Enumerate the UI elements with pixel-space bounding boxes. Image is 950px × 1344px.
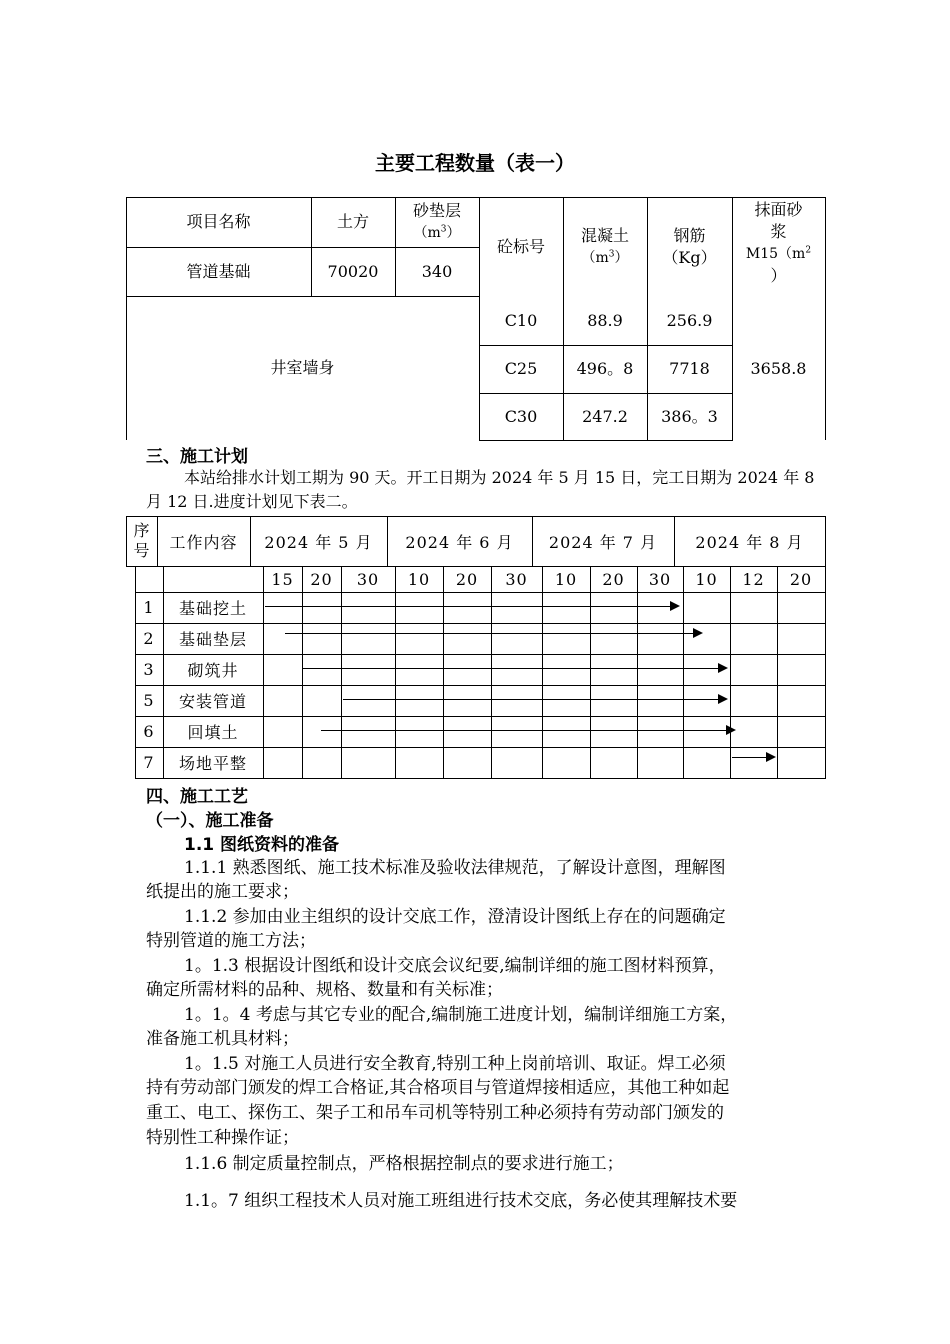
task-name: 场地平整	[178, 754, 247, 773]
task-name: 基础挖土	[178, 599, 247, 618]
paragraph-line: 确定所需材料的品种、规格、数量和有关标准；	[146, 980, 503, 1000]
section4-subheading-prep: （一）、施工准备	[146, 811, 274, 831]
concrete-cell: 88.9	[587, 310, 623, 330]
header-month: 2024 年 8 月	[695, 532, 804, 552]
concrete-cell: 496。8	[576, 359, 634, 378]
header-month: 2024 年 7 月	[548, 532, 658, 552]
section3-paragraph-line1: 本站给排水计划工期为 90 天。开工日期为 2024 年 5 月 15 日，完工日期为 2024 年 8	[184, 468, 815, 487]
day-label: 10	[695, 569, 718, 589]
day-label: 20	[455, 569, 479, 589]
table1-title: 主要工程数量（表一）	[375, 151, 575, 175]
header-month: 2024 年 6 月	[405, 532, 514, 552]
header-concrete-grade: 砼标号	[496, 236, 545, 256]
header-earthwork: 土方	[336, 212, 369, 231]
task-bar-arrow	[732, 757, 774, 758]
row-well-wall-name: 井室墙身	[270, 358, 335, 377]
header-rebar: 钢筋 （Kg）	[662, 225, 717, 267]
header-work-content: 工作内容	[169, 532, 238, 552]
section4-subheading-drawings: 1.1 图纸资料的准备	[184, 835, 340, 855]
task-number: 5	[143, 691, 155, 710]
day-label: 10	[407, 569, 431, 589]
row-pipe-foundation-earthwork: 70020	[327, 261, 379, 281]
paragraph-line: 1.1。7 组织工程技术人员对施工班组进行技术交底，务必使其理解技术要	[184, 1191, 738, 1211]
grade-cell: C25	[504, 359, 538, 378]
task-bar-arrow	[343, 699, 726, 700]
day-label: 20	[310, 569, 333, 589]
day-label: 20	[789, 569, 813, 589]
paragraph-line: 纸提出的施工要求；	[146, 882, 299, 902]
grade-cell: C10	[504, 310, 538, 330]
paragraph-line: 重工、电工、探伤工、架子工和吊车司机等特别工种必须持有劳动部门颁发的	[146, 1103, 724, 1123]
day-label: 20	[602, 569, 625, 589]
task-bar-arrow	[285, 633, 701, 634]
rebar-cell: 7718	[669, 359, 710, 378]
day-label: 30	[356, 569, 380, 589]
task-name: 安装管道	[178, 692, 247, 711]
task-bar-arrow	[303, 668, 726, 669]
header-seq: 序 号	[133, 521, 150, 560]
day-label: 30	[505, 569, 528, 589]
row-pipe-foundation-sand: 340	[421, 261, 453, 281]
task-name: 基础垫层	[178, 630, 247, 649]
header-item-name: 项目名称	[186, 212, 251, 231]
header-plaster: 抹面砂 浆 $M15(m^2$ ）	[745, 200, 812, 285]
paragraph-line: 1。1.3 根据设计图纸和设计交底会议纪要,编制详细的施工图材料预算，	[184, 956, 726, 976]
paragraph-line: 准备施工机具材料；	[146, 1029, 299, 1049]
grade-cell: C30	[504, 406, 538, 426]
task-bar-arrow	[321, 730, 734, 731]
paragraph-line: 1.1.1 熟悉图纸、施工技术标准及验收法律规范，了解设计意图，理解图	[184, 858, 726, 878]
section3-paragraph-line2: 月 12 日.进度计划见下表二。	[146, 492, 358, 511]
task-number: 6	[143, 722, 155, 741]
section4-heading: 四、施工工艺	[146, 787, 248, 807]
section3-heading: 三、施工计划	[146, 447, 248, 467]
day-label: 15	[271, 569, 294, 589]
row-well-wall-plaster: 3658.8	[750, 358, 807, 378]
task-number: 3	[143, 660, 155, 679]
paragraph-line: 特别性工种操作证；	[146, 1128, 299, 1148]
paragraph-line: 特别管道的施工方法；	[146, 931, 316, 951]
paragraph-line: 1.1.6 制定质量控制点，严格根据控制点的要求进行施工；	[184, 1154, 624, 1174]
paragraph-line: 持有劳动部门颁发的焊工合格证,其合格项目与管道焊接相适应，其他工种如起	[146, 1078, 730, 1098]
task-number: 1	[143, 598, 155, 617]
paragraph-line: 1。1。4 考虑与其它专业的配合,编制施工进度计划，编制详细施工方案，	[184, 1005, 738, 1025]
header-concrete: 混凝土 $(m^3)$	[580, 225, 629, 266]
concrete-cell: 247.2	[582, 406, 628, 426]
task-name: 回填土	[187, 723, 239, 742]
task-name: 砌筑井	[187, 661, 239, 680]
paragraph-line: 1。1.5 对施工人员进行安全教育,特别工种上岗前培训、取证。焊工必须	[184, 1054, 726, 1074]
paragraph-line: 1.1.2 参加由业主组织的设计交底工作，澄清设计图纸上存在的问题确定	[184, 907, 726, 927]
rebar-cell: 256.9	[666, 310, 713, 330]
task-number: 7	[143, 753, 155, 772]
header-sand-layer: 砂垫层 $(m^3)$	[412, 201, 461, 241]
task-bar-arrow	[265, 606, 678, 607]
header-month: 2024 年 5 月	[264, 532, 373, 552]
day-label: 10	[554, 569, 578, 589]
task-number: 2	[143, 629, 155, 648]
row-pipe-foundation-name: 管道基础	[186, 261, 251, 281]
day-label: 30	[648, 569, 672, 589]
rebar-cell: 386。3	[661, 406, 718, 426]
day-label: 12	[742, 569, 765, 589]
